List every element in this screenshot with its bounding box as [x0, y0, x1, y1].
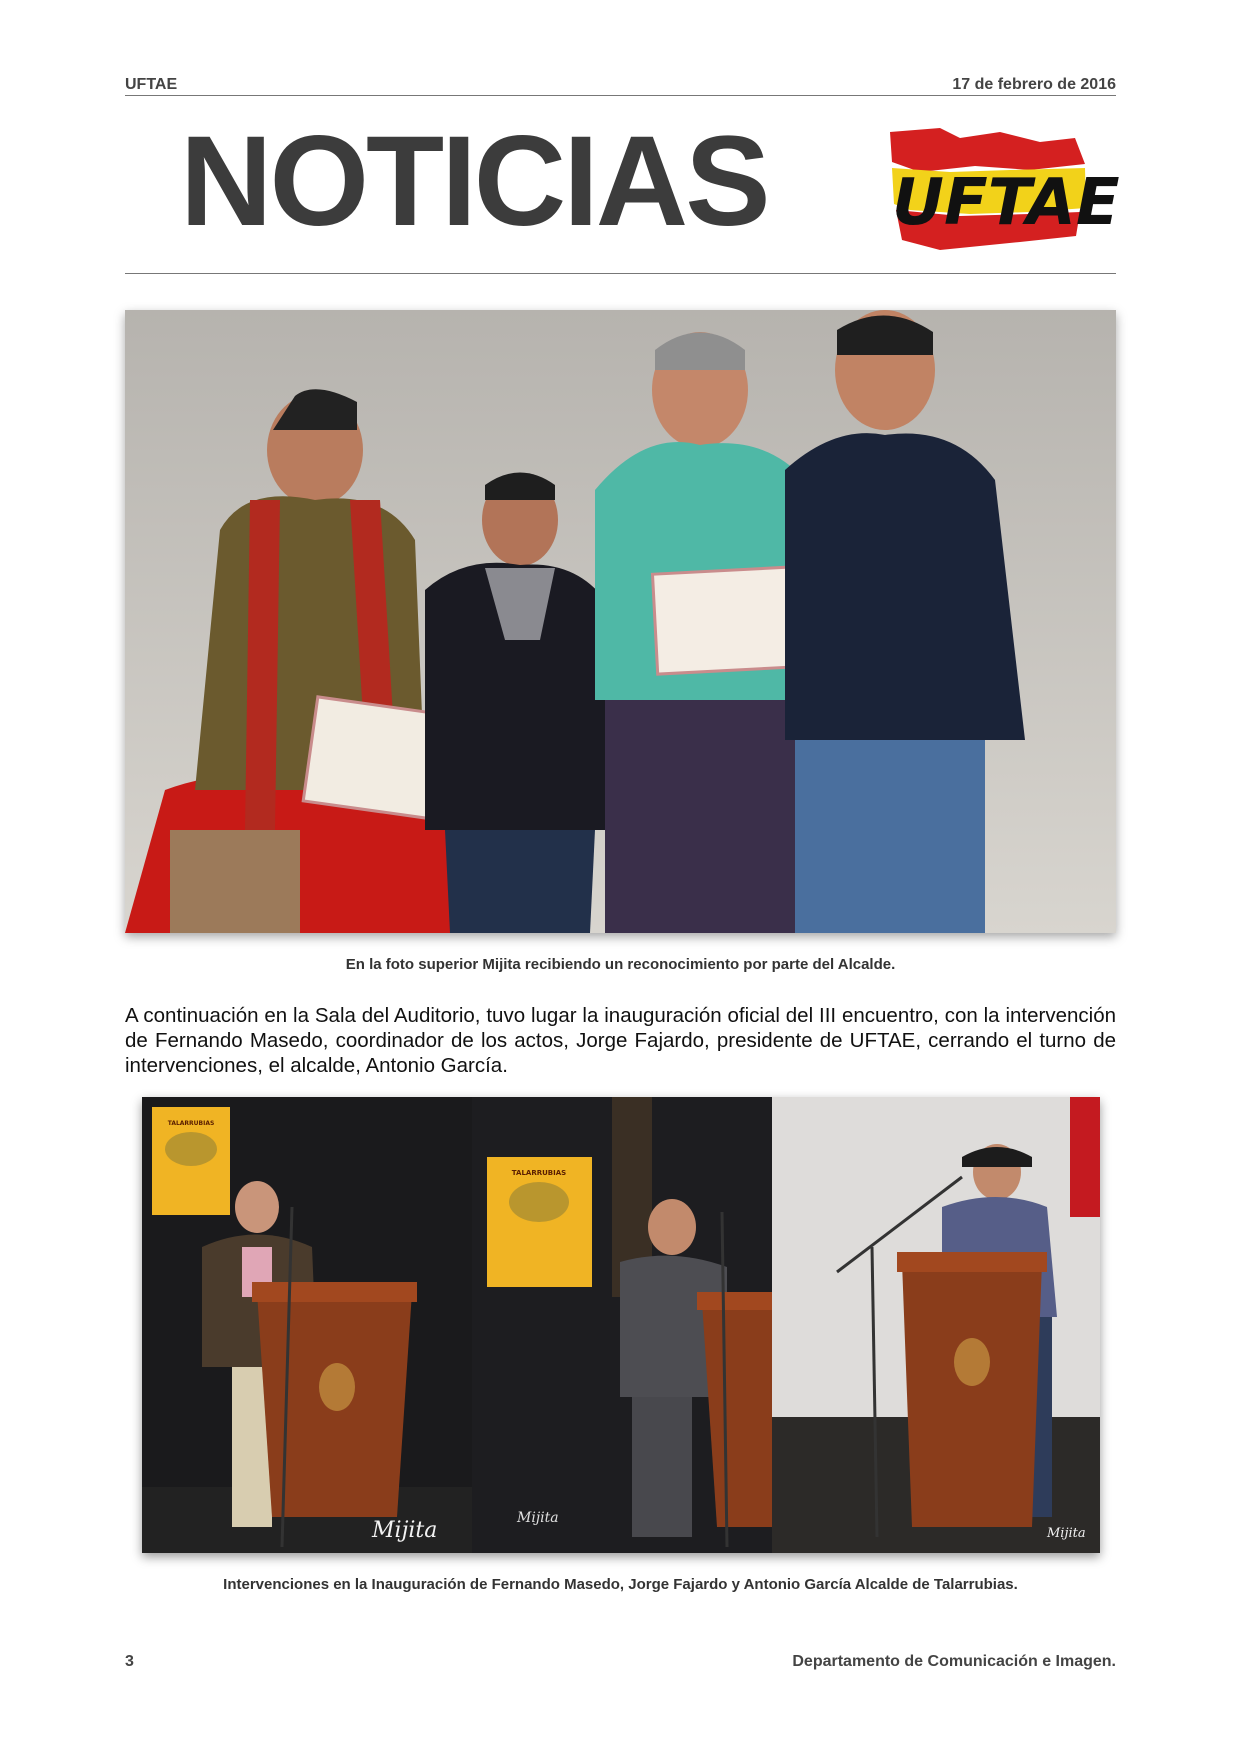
poster-title-2: TALARRUBIAS [511, 1169, 567, 1177]
title-rule [125, 273, 1116, 274]
page-title: NOTICIAS [180, 110, 768, 253]
header-date: 17 de febrero de 2016 [952, 76, 1116, 93]
photo1-caption: En la foto superior Mijita recibiendo un reconocimiento por parte del Alcalde. [345, 956, 896, 973]
watermark-3: Mijita [1047, 1526, 1086, 1541]
uftae-logo [880, 124, 1120, 254]
logo-text: UFTAE [892, 166, 1120, 240]
article-paragraph: A continuación en la Sala del Auditorio, tuvo lugar la inauguración oficial del III encuentro, con la intervención de Fernando Masedo, coordinador de los actos, Jorge Fajardo, presidente de UFTAE, cerrando el turno de intervenciones, el alcalde, Antonio García. [125, 1004, 1116, 1077]
header-org: UFTAE [125, 76, 178, 93]
poster-title-1: TALARRUBIAS [167, 1120, 215, 1127]
footer-department: Departamento de Comunicación e Imagen. [792, 1653, 1116, 1670]
page-number: 3 [125, 1653, 134, 1670]
photo2-caption: Intervenciones en la Inauguración de Fernando Masedo, Jorge Fajardo y Antonio García Alcalde de Talarrubias. [223, 1576, 1018, 1593]
award-photo [125, 310, 1116, 933]
header-rule [125, 95, 1116, 96]
speakers-collage [142, 1097, 1100, 1553]
watermark-1: Mijita [372, 1518, 438, 1543]
watermark-2: Mijita [517, 1510, 559, 1526]
